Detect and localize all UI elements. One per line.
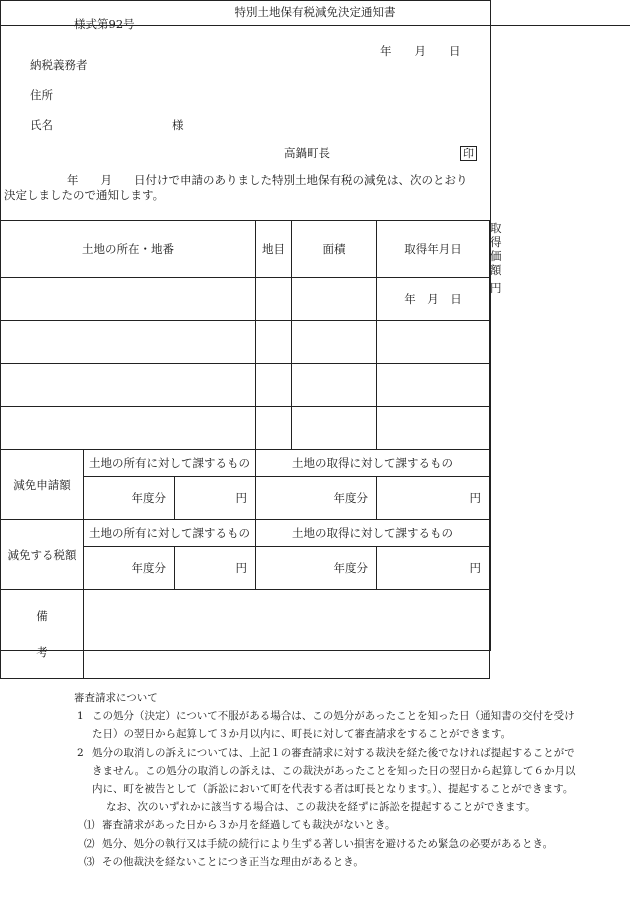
- seal-mark: 印: [460, 146, 477, 161]
- appeal-sub-item-number: ⑵: [84, 837, 95, 850]
- appeal-item-number: 1: [77, 710, 84, 723]
- applied-subheader-row: [1, 450, 490, 477]
- owner-yen-cell: 円: [175, 477, 256, 520]
- acquisition-yen-cell: 円: [377, 547, 490, 590]
- acquisition-date-cell: [377, 407, 490, 450]
- land-row: [1, 407, 490, 450]
- land-header-row: 土地の所在・地番 地目 面積 取得年月日 取得価額: [1, 221, 490, 278]
- category-cell: [256, 364, 292, 407]
- honorific: 様: [172, 118, 184, 132]
- col-location: 土地の所在・地番: [1, 221, 256, 278]
- land-row: [1, 321, 490, 364]
- area-cell: [292, 407, 377, 450]
- category-cell: [256, 278, 292, 321]
- form-grid: [0, 220, 502, 679]
- appeal-notes: [74, 689, 584, 871]
- body-text-line2: 決定しましたので通知します。: [4, 188, 165, 202]
- appeal-sub-item-text: 審査請求があった日から３か月を経過しても裁決がないとき。: [102, 819, 396, 832]
- appeal-item-text: 処分の取消しの訴えについては、上記１の審査請求に対する裁決を経た後でなければ提起することができません。この処分の取消しの訴えは、この裁決があったことを知った日の翌日から起算して６か月以内に、町を被告として（訴訟において町を代表する者は町長となります。）、提起することができます。: [92, 746, 576, 796]
- name-label: 氏名: [30, 118, 53, 132]
- col-acquisition-date: 取得年月日: [377, 221, 490, 278]
- taxpayer-label: 納税義務者: [30, 58, 88, 72]
- owner-year-cell: 年度分: [84, 547, 175, 590]
- body-text-line1: 日付けで申請のありました特別土地保有税の減免は、次のとおり: [134, 173, 468, 187]
- owner-tax-header: 土地の所有に対して課するもの: [84, 520, 256, 547]
- land-row: [1, 364, 490, 407]
- appeal-sub-item: [74, 853, 584, 871]
- appeal-sub-item: [74, 835, 584, 853]
- appeal-sub-item-text: 処分、処分の執行又は手続の続行により生ずる著しい損害を避けるため緊急の必要があるとき。: [102, 837, 554, 850]
- decided-subheader-row: [1, 520, 490, 547]
- appeal-item-text: この処分（決定）について不服がある場合は、この処分があったことを知った日（通知書の交付を受けた日）の翌日から起算して３か月以内に、町長に対して審査請求をすることができます。: [92, 710, 575, 741]
- form-number: 様式第92号: [74, 17, 135, 31]
- address-label: 住所: [30, 88, 53, 102]
- owner-year-cell: 年度分: [84, 477, 175, 520]
- appeal-sub-item-text: その他裁決を経ないことにつき正当な理由があるとき。: [102, 855, 364, 868]
- remarks-char-1: 備: [36, 609, 48, 623]
- location-cell: [1, 364, 256, 407]
- appeal-sub-item-number: ⑴: [84, 819, 95, 832]
- remarks-label: [1, 590, 84, 679]
- acquisition-year-cell: 年度分: [256, 547, 377, 590]
- appeal-sub-item: [74, 816, 584, 834]
- appeal-item: [74, 744, 584, 799]
- issuer-name: 高鍋町長: [284, 146, 330, 160]
- category-cell: [256, 321, 292, 364]
- acquisition-date-cell: 年 月 日: [377, 278, 490, 321]
- area-cell: [292, 278, 377, 321]
- acquisition-year-cell: 年度分: [256, 477, 377, 520]
- acquisition-yen-cell: 円: [377, 477, 490, 520]
- location-cell: [1, 407, 256, 450]
- acquisition-tax-header: 土地の取得に対して課するもの: [256, 450, 490, 477]
- col-land-category: 地目: [256, 221, 292, 278]
- appeal-sub-item-number: ⑶: [84, 855, 95, 868]
- category-cell: [256, 407, 292, 450]
- acquisition-date-cell: [377, 321, 490, 364]
- acquisition-tax-header: 土地の取得に対して課するもの: [256, 520, 490, 547]
- appeal-item: [74, 707, 584, 743]
- appeal-heading: 審査請求について: [74, 692, 158, 704]
- appeal-exception-note: なお、次のいずれかに該当する場合は、この裁決を経ずに訴訟を提起することができます。: [106, 801, 536, 814]
- appeal-item-number: 2: [77, 746, 84, 759]
- body-year: 年: [67, 173, 79, 187]
- area-cell: [292, 364, 377, 407]
- remarks-char-2: 考: [36, 645, 48, 659]
- acquisition-date-cell: [377, 364, 490, 407]
- land-row: 年 月 日 円: [1, 278, 490, 321]
- applied-amount-label: 減免申請額: [1, 450, 84, 520]
- issue-date: 年 月 日: [380, 44, 461, 58]
- remarks-body: [84, 590, 490, 679]
- owner-yen-cell: 円: [175, 547, 256, 590]
- decided-amount-label: 減免する税額: [1, 520, 84, 590]
- remarks-row: [1, 590, 490, 679]
- area-cell: [292, 321, 377, 364]
- location-cell: [1, 278, 256, 321]
- body-month: 月: [100, 173, 112, 187]
- owner-tax-header: 土地の所有に対して課するもの: [84, 450, 256, 477]
- col-area: 面積: [292, 221, 377, 278]
- location-cell: [1, 321, 256, 364]
- notice-body: [4, 173, 486, 203]
- form-title: 特別土地保有税減免決定通知書: [0, 0, 630, 26]
